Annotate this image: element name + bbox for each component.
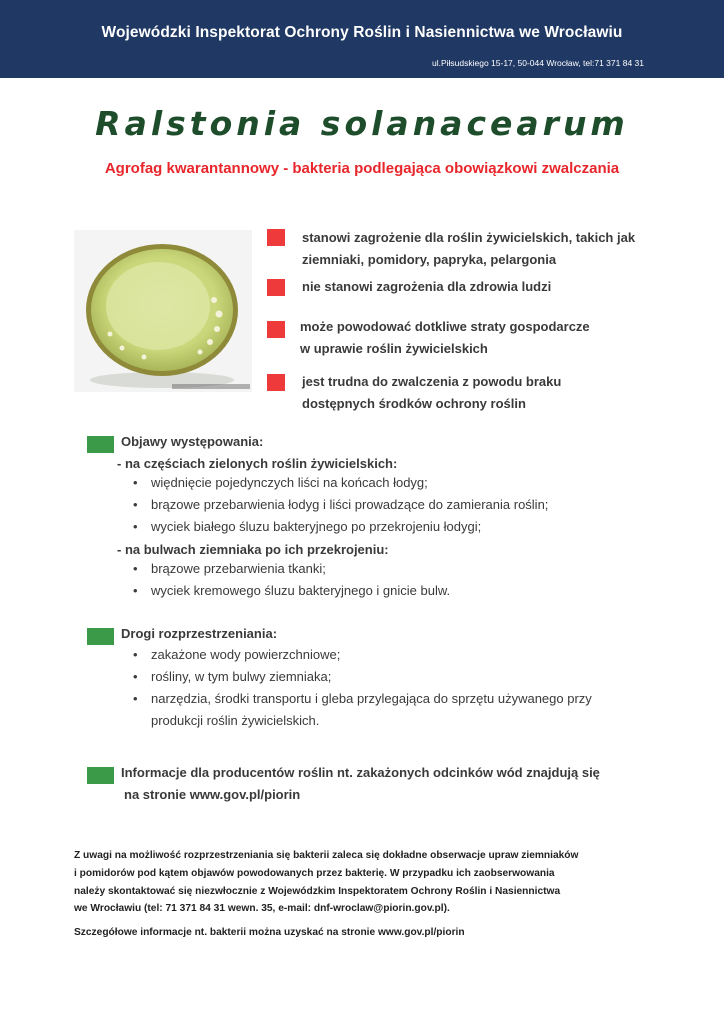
producers-info: Informacje dla producentów roślin nt. zakażonych odcinków wód znajdują się na stronie www.gov.pl/piorin [121, 765, 600, 802]
page-title: Ralstonia solanacearum [95, 104, 629, 143]
list-item: • zakażone wody powierzchniowe; [133, 644, 340, 666]
fact-human-safe: nie stanowi zagrożenia dla zdrowia ludzi [302, 279, 552, 294]
green-marker-icon [87, 436, 114, 453]
red-marker-icon [267, 374, 285, 391]
tubers-heading: - na bulwach ziemniaka po ich przekrojeniu: [117, 542, 389, 557]
red-marker-icon [267, 279, 285, 296]
organization-name: Wojewódzki Inspektorat Ochrony Roślin i Nasiennictwa we Wrocławiu [101, 24, 623, 41]
list-item: • brązowe przebarwienia łodyg i liści prowadzące do zamierania roślin; [133, 494, 548, 516]
list-item-continuation: produkcji roślin żywicielskich. [151, 713, 320, 728]
list-item: • brązowe przebarwienia tkanki; [133, 558, 326, 580]
spread-heading: Drogi rozprzestrzeniania: [121, 626, 278, 641]
symptoms-heading: Objawy występowania: [121, 434, 264, 449]
header-band [0, 0, 724, 78]
list-item: • rośliny, w tym bulwy ziemniaka; [133, 666, 331, 688]
organization-address: ul.Piłsudskiego 15-17, 50-044 Wrocław, tel:71 371 84 31 [431, 58, 644, 68]
bullet-icon: • [133, 691, 138, 706]
list-item: • narzędzia, środki transportu i gleba przylegająca do sprzętu używanego przy [133, 688, 592, 710]
red-marker-icon [267, 321, 285, 338]
green-marker-icon [87, 767, 114, 784]
bullet-icon: • [133, 519, 138, 534]
fact-hard-to-control: jest trudna do zwalczenia z powodu braku dostępnych środków ochrony roślin [302, 374, 562, 411]
bullet-icon: • [133, 669, 138, 684]
list-item: • wyciek białego śluzu bakteryjnego po przekrojeniu łodygi; [133, 516, 481, 538]
list-item: • wyciek kremowego śluzu bakteryjnego i gnicie bulw. [133, 580, 450, 602]
recommendation-note: Z uwagi na możliwość rozprzestrzeniania się bakterii zaleca się dokładne obserwacje upraw ziemniaków i pomidorów pod kątem objawów powodowanych przez bakterię. W przypadku ich zaobserwowania należy skontaktować się niezwłocznie z Wojewódzkim Inspektoratem Ochrony Roślin i Nasiennictwa we Wrocławiu (tel: 71 371 84 31 wewn. 35, e-mail: dnf-wroclaw@piorin.gov.pl). [74, 850, 579, 915]
fact-economic-loss: może powodować dotkliwe straty gospodarcze w uprawie roślin żywicielskich [300, 319, 590, 356]
fact-host-threat: stanowi zagrożenie dla roślin żywicielskich, takich jak ziemniaki, pomidory, papryka, pelargonia [302, 230, 636, 267]
bullet-icon: • [133, 497, 138, 512]
list-item: • więdnięcie pojedynczych liści na końcach łodyg; [133, 472, 428, 494]
green-marker-icon [87, 628, 114, 645]
bullet-icon: • [133, 561, 138, 576]
red-marker-icon [267, 229, 285, 246]
bullet-icon: • [133, 475, 138, 490]
green-parts-heading: - na częściach zielonych roślin żywicielskich: [117, 456, 398, 471]
bullet-icon: • [133, 647, 138, 662]
page-subtitle: Agrofag kwarantannowy - bakteria podlegająca obowiązkowi zwalczania [104, 160, 620, 177]
more-info-note: Szczegółowe informacje nt. bakterii można uzyskać na stronie www.gov.pl/piorin [74, 927, 465, 938]
potato-cross-section-photo [74, 230, 252, 392]
bullet-icon: • [133, 583, 138, 598]
